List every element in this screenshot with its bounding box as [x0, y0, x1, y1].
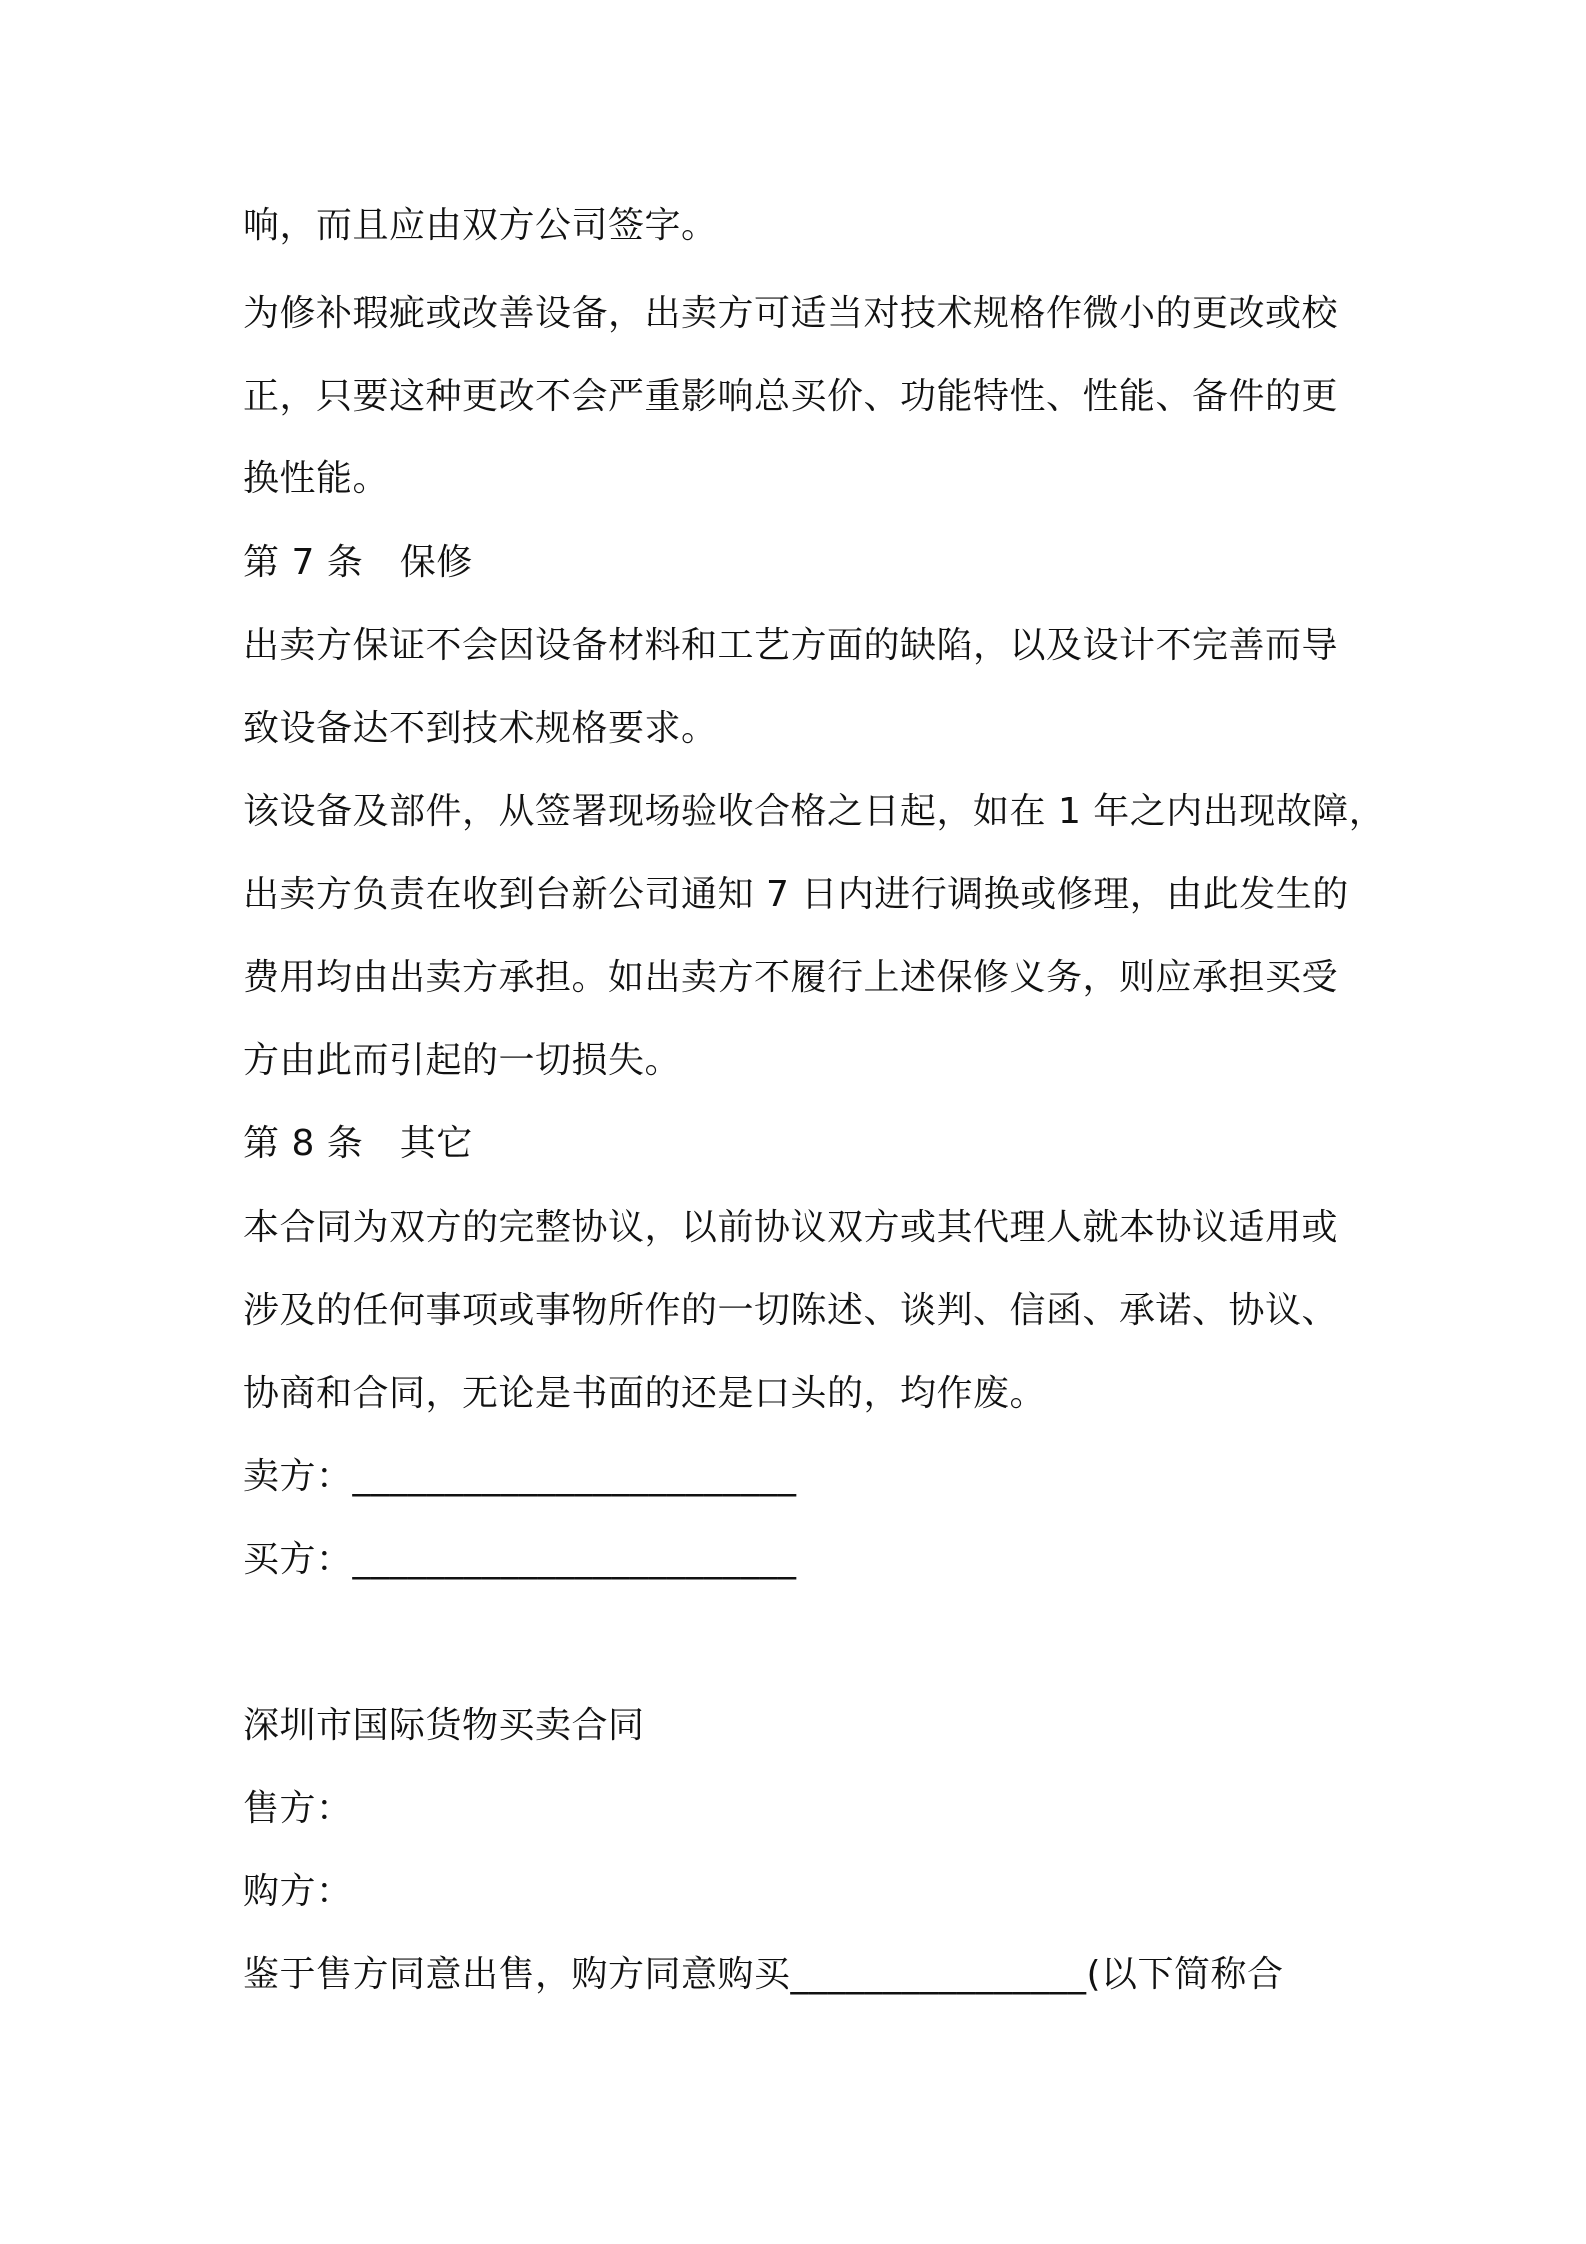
section-heading-7: 第 7 条 保修 — [243, 542, 473, 583]
section-heading-8: 第 8 条 其它 — [243, 1123, 473, 1164]
paragraph-line: 出卖方保证不会因设备材料和工艺方面的缺陷，以及设计不完善而导 — [243, 625, 1339, 666]
paragraph-line: 响，而且应由双方公司签字。 — [243, 205, 718, 246]
seller-label: 售方： — [243, 1788, 353, 1829]
paragraph-line: 本合同为双方的完整协议，以前协议双方或其代理人就本协议适用或 — [243, 1207, 1339, 1248]
paragraph-line: 致设备达不到技术规格要求。 — [243, 708, 718, 749]
paragraph-line: 涉及的任何事项或事物所作的一切陈述、谈判、信函、承诺、协议、 — [243, 1290, 1339, 1331]
paragraph-line: 为修补瑕疵或改善设备，出卖方可适当对技术规格作微小的更改或校 — [243, 293, 1339, 334]
buyer-label: 购方： — [243, 1871, 353, 1912]
seller-signature-line: 卖方：________________________ — [243, 1456, 797, 1497]
paragraph-line: 方由此而引起的一切损失。 — [243, 1040, 682, 1081]
paragraph-line: 鉴于售方同意出售，购方同意购买________________(以下简称合 — [243, 1954, 1284, 1995]
paragraph-line: 协商和合同，无论是书面的还是口头的，均作废。 — [243, 1373, 1047, 1414]
paragraph-line: 出卖方负责在收到台新公司通知 7 日内进行调换或修理，由此发生的 — [243, 874, 1349, 915]
paragraph-line: 正，只要这种更改不会严重影响总买价、功能特性、性能、备件的更 — [243, 376, 1339, 417]
contract-title: 深圳市国际货物买卖合同 — [243, 1705, 645, 1746]
paragraph-line: 该设备及部件，从签署现场验收合格之日起，如在 1 年之内出现故障， — [243, 791, 1386, 832]
paragraph-line: 费用均由出卖方承担。如出卖方不履行上述保修义务，则应承担买受 — [243, 957, 1339, 998]
paragraph-line: 换性能。 — [243, 458, 390, 499]
buyer-signature-line: 买方：________________________ — [243, 1539, 797, 1580]
